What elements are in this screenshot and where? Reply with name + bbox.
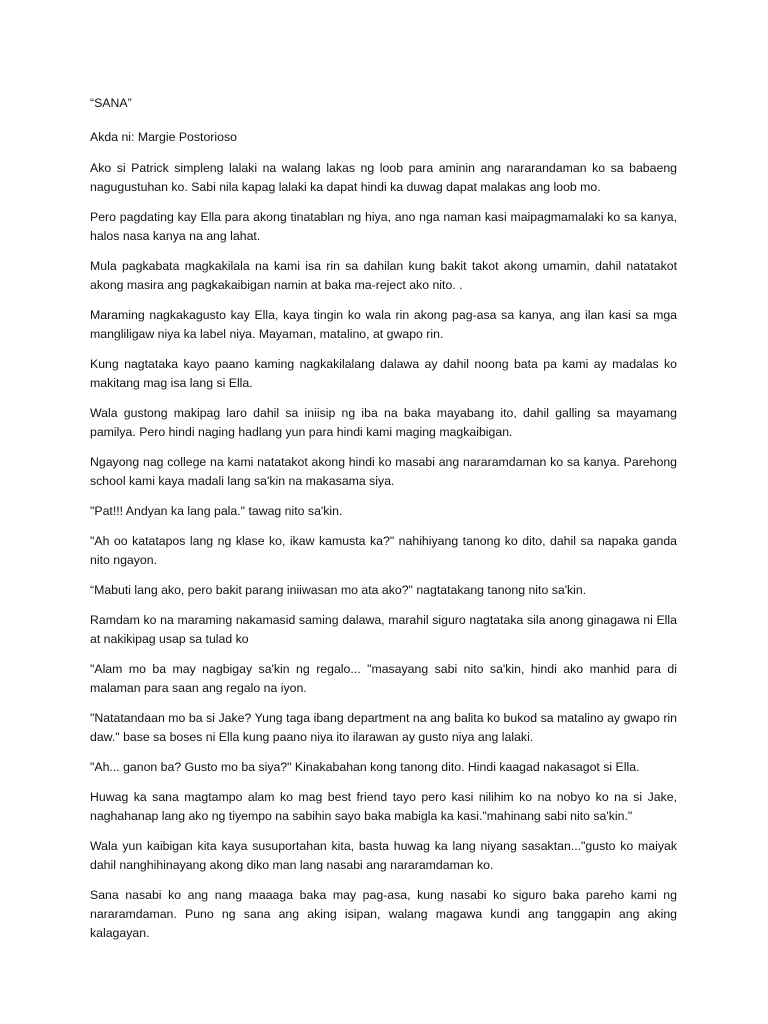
paragraph: Sana nasabi ko ang nang maaaga baka may pag-asa, kung nasabi ko siguro baka pareho kami ng nararamdaman. Puno ng sana ang aking isipan, walang magawa kundi ang tanggapin ang aking kalagayan. (90, 888, 677, 940)
author-line: Akda ni: Margie Postorioso (90, 130, 237, 144)
paragraph: Pero pagdating kay Ella para akong tinatablan ng hiya, ano nga naman kasi maipagmamalaki ko sa kanya, halos nasa kanya na ang lahat. (90, 210, 677, 243)
paragraph: "Pat!!! Andyan ka lang pala." tawag nito sa'kin. (90, 504, 343, 518)
paragraph: Ako si Patrick simpleng lalaki na walang lakas ng loob para aminin ang nararandaman ko sa babaeng nagugustuhan ko. Sabi nila kapag lalaki ka dapat hindi ka duwag dapat malakas ang loob mo. (90, 161, 677, 194)
paragraph: Huwag ka sana magtampo alam ko mag best friend tayo pero kasi nilihim ko na nobyo ko na si Jake, naghahanap lang ako ng tiyempo na sabihin sayo baka mabigla ka kasi."mahinang sabi nito sa'kin." (90, 790, 677, 823)
paragraph: Maraming nagkakagusto kay Ella, kaya tingin ko wala rin akong pag-asa sa kanya, ang ilan kasi sa mga mangliligaw niya ka label niya. Mayaman, matalino, at gwapo rin. (90, 308, 677, 341)
paragraph: Ramdam ko na maraming nakamasid saming dalawa, marahil siguro nagtataka sila anong ginagawa ni Ella at nakikipag usap sa tulad ko (90, 613, 677, 646)
paragraph: "Natatandaan mo ba si Jake? Yung taga ibang department na ang balita ko bukod sa matalino ay gwapo rin daw." base sa boses ni Ella kung paano niya ito ilarawan ay gusto niya ang lalaki. (90, 711, 677, 744)
paragraph: Wala gustong makipag laro dahil sa iniisip ng iba na baka mayabang ito, dahil galling sa mayamang pamilya. Pero hindi naging hadlang yun para hindi kami maging magkaibigan. (90, 406, 677, 439)
paragraph: Kung nagtataka kayo paano kaming nagkakilalang dalawa ay dahil noong bata pa kami ay madalas ko makitang mag isa lang si Ella. (90, 357, 677, 390)
paragraph: Wala yun kaibigan kita kaya susuportahan kita, basta huwag ka lang niyang sasaktan..."gusto ko maiyak dahil nanghihinayang akong diko man lang nasabi ang nararamdaman ko. (90, 839, 677, 872)
story-title: “SANA” (90, 96, 132, 110)
paragraph: “Mabuti lang ako, pero bakit parang iniiwasan mo ata ako?" nagtatakang tanong nito sa'kin. (90, 583, 587, 597)
document-body (90, 94, 677, 954)
paragraph: "Alam mo ba may nagbigay sa'kin ng regalo... "masayang sabi nito sa'kin, hindi ako manhid para di malaman para saan ang regalo na iyon. (90, 662, 677, 695)
paragraph: Mula pagkabata magkakilala na kami isa rin sa dahilan kung bakit takot akong umamin, dahil natatakot akong masira ang pagkakaibigan namin at baka ma-reject ako nito. . (90, 259, 677, 292)
paragraph: Ngayong nag college na kami natatakot akong hindi ko masabi ang nararamdaman ko sa kanya. Parehong school kami kaya madali lang sa'kin na makasama siya. (90, 455, 677, 488)
paragraph: "Ah... ganon ba? Gusto mo ba siya?" Kinakabahan kong tanong dito. Hindi kaagad nakasagot si Ella. (90, 760, 640, 774)
paragraph: "Ah oo katatapos lang ng klase ko, ikaw kamusta ka?" nahihiyang tanong ko dito, dahil sa napaka ganda nito ngayon. (90, 534, 677, 567)
